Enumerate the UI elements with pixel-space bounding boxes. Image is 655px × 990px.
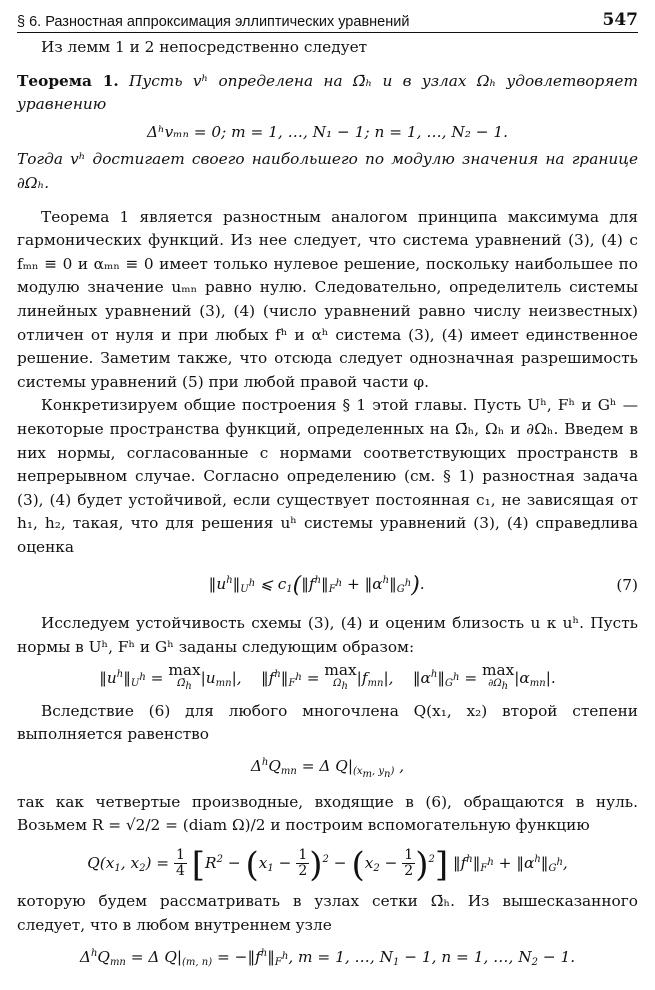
theorem-label: Теорема 1. — [17, 71, 119, 90]
laplacian-polynomial-equation: $\Delta^hQ_{mn} = \Delta$ $Q|_{(x_m, y_n)}$ , — [250, 757, 405, 781]
equation-7-formula: $‖u^h‖_{U^h}$ ⩽ $c_1(‖f^h‖_{F^h}$ + $‖\alpha^h‖_{G^h}$). — [208, 573, 425, 599]
paragraph-polynomial: Вследствие (6) для любого многочлена Q(x₁, x₂) второй степени выполняется равенство — [17, 701, 638, 744]
theorem-1 — [17, 70, 638, 117]
equation-7-number: (7) — [616, 575, 638, 594]
theorem-conclusion: Тогда vʰ достигает своего наибольшего по модулю значения на границе ∂Ωₕ. — [17, 150, 638, 192]
theorem-equation: Δʰvₘₙ = 0; m = 1, …, N₁ − 1; n = 1, …, N₂ − 1. — [146, 122, 509, 141]
page-body — [17, 36, 638, 978]
paragraph-stability-definition: Конкретизируем общие построения § 1 этой главы. Пусть Uʰ, Fʰ и Gʰ — некоторые пространства функций, определенных на Ω̄ₕ, Ωₕ и ∂Ωₕ. Введем в них нормы, согласованные с нормами соответствующих пространств в непрерывном случае. Согласно определению (см. § 1) разностная задача (3), (4) будет устойчивой, если существует постоянная c₁, не зависящая от h₁, h₂, такая, что для решения uʰ системы уравнений (3), (4) справедлива оценка — [17, 396, 638, 556]
paragraph-norms-intro: Исследуем устойчивость схемы (3), (4) и оценим близость u к uʰ. Пусть нормы в Uʰ, Fʰ и Gʰ заданы следующим образом: — [17, 614, 638, 656]
norms-equation: $‖u^h‖_{U^h}$ = max $\Omegā_h$ $|u_{mn}|$, $‖f^h‖_{F^h}$ = max $\Omega_h$ $|f_{mn}|$, $‖\alpha^h‖_{G^h}$ = max $\partial\Omega_h$ $|\alpha_{mn}|$. — [99, 661, 556, 693]
intro-paragraph: Из лемм 1 и 2 непосредственно следует — [41, 38, 368, 56]
page-number: 547 — [602, 10, 638, 30]
interior-node-equation: $\Delta^hQ_{mn} = \Delta$ $Q|_{(m, n)}$ = $-‖f^h‖_{F^h}$, m = 1, …, $N_1 - 1$, n = 1, …, $N_2 - 1$. — [79, 947, 576, 968]
running-header — [17, 4, 638, 33]
paragraph-grid-nodes: которую будем рассматривать в узлах сетки Ω̄ₕ. Из вышесказанного следует, что в любом внутреннем узле — [17, 892, 638, 934]
equation-7 — [17, 569, 638, 602]
auxiliary-function-equation: $Q(x_1$, $x_2$) = $\frac{1}{4}$ [$R^2 - (x_1$ − $\frac{1}{2}$ )$^2 - (x_2$ − $\frac{1}{2}$ )$^2$] $‖f^h‖_{F^h}$ + $‖\alpha^h‖_{G^h}$, — [87, 844, 568, 885]
paragraph-max-principle: Теорема 1 является разностным аналогом принципа максимума для гармонических функций. Из нее следует, что система уравнений (3), (4) с fₘₙ ≡ 0 и αₘₙ ≡ 0 имеет только нулевое решение, поскольку наибольшее по модулю значение uₘₙ равно нулю. Следовательно, определитель системы линейных уравнений (3), (4) (число уравнений равно числу неизвестных) отличен от нуля и при любых fʰ и αʰ система (3), (4) имеет единственное решение. Заметим также, что отсюда следует однозначная разрешимость системы уравнений (5) при любой правой части φ. — [17, 207, 638, 391]
paragraph-auxiliary: так как четвертые производные, входящие в (6), обращаются в нуль. Возьмем R = √2/2 = (diam Ω)/2 и построим вспомогательную функцию — [17, 792, 638, 835]
section-title: § 6. Разностная аппроксимация эллиптических уравнений — [17, 14, 410, 30]
theorem-statement: Пусть vʰ определена на Ω̄ₕ и в узлах Ωₕ удовлетворяет уравнению — [17, 71, 638, 114]
